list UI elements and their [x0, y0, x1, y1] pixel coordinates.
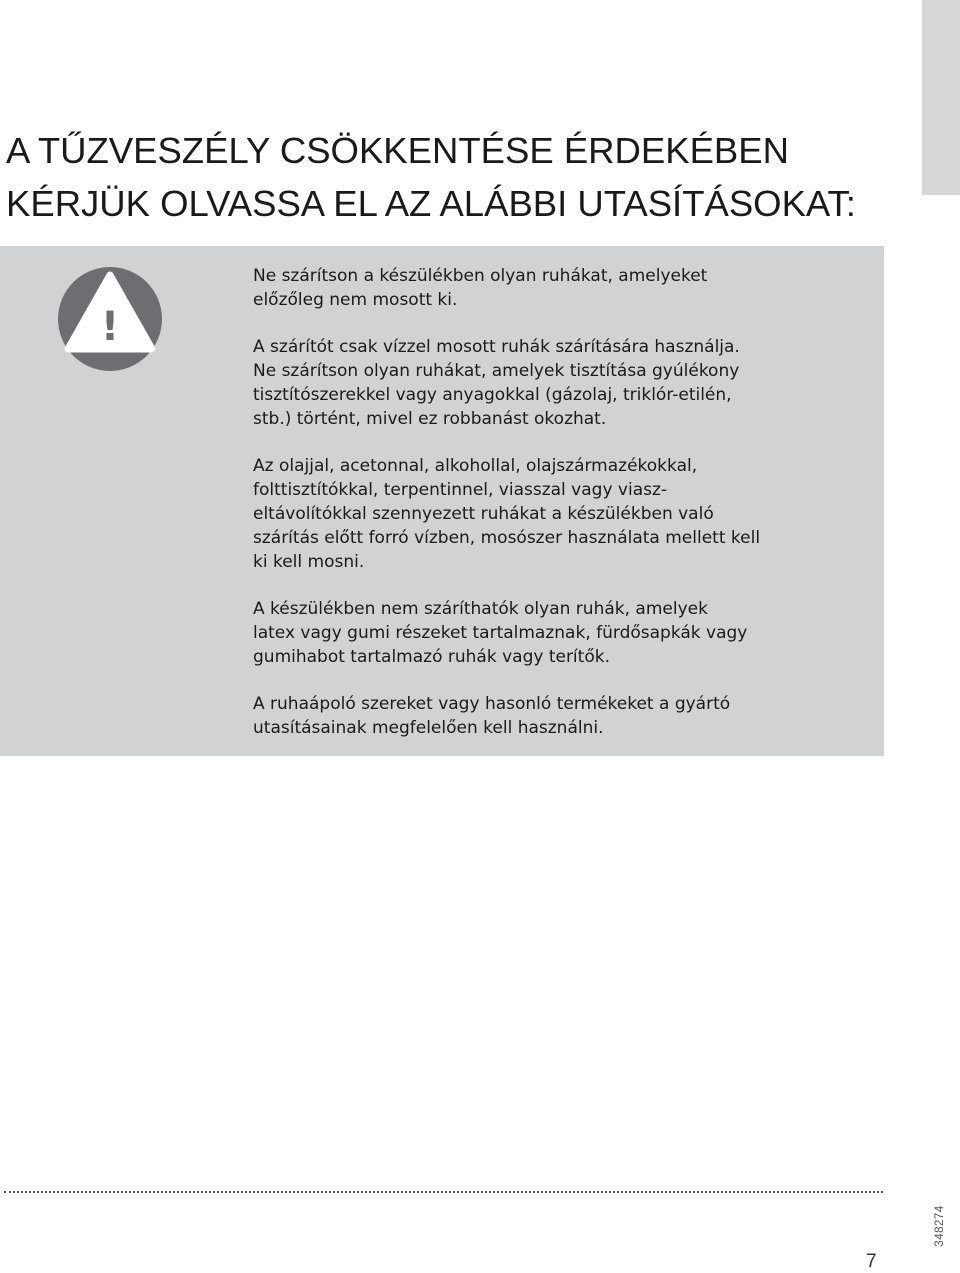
heading-line-1: A TŰZVESZÉLY CSÖKKENTÉSE ÉRDEKÉBEN: [6, 130, 789, 171]
warning-paragraph-4: A készülékben nem száríthatók olyan ruhák, amelyek latex vagy gumi részeket tartalmaznak, fürdősapkák vagy gumihabot tartalmazó ruhák vagy terítők.: [253, 599, 748, 667]
page-number: 7: [866, 1251, 877, 1272]
heading-line-2: KÉRJÜK OLVASSA EL AZ ALÁBBI UTASÍTÁSOKAT:: [6, 183, 856, 224]
warning-paragraph-3: Az olajjal, acetonnal, alkohollal, olajszármazékokkal, folttisztítókkal, terpentinnel, viasszal vagy viasz- eltávolítókkal szennyezett ruhákat a készülékben való szárítás előtt forró vízben, mosószer használata mellett kell ki kell mosni.: [253, 456, 761, 572]
footer-divider: [4, 1191, 883, 1193]
warning-text: [253, 264, 875, 763]
warning-paragraph-2: A szárítót csak vízzel mosott ruhák szárítására használja. Ne szárítson olyan ruhákat, amelyek tisztítása gyúlékony tisztítószerekkel vagy anyagokkal (gázolaj, triklór-etilén, stb.) történt, mivel ez robbanást okozhat.: [253, 337, 740, 429]
warning-exclamation-icon: [58, 267, 162, 371]
page-heading: [6, 124, 856, 230]
document-code: 348274: [934, 1205, 946, 1247]
warning-symbol: !: [100, 304, 120, 350]
warning-paragraph-5: A ruhaápoló szereket vagy hasonló termékeket a gyártó utasításainak megfelelően kell használni.: [253, 694, 731, 738]
side-tab: [922, 0, 960, 195]
warning-paragraph-1: Ne szárítson a készülékben olyan ruhákat, amelyeket előzőleg nem mosott ki.: [253, 266, 708, 310]
